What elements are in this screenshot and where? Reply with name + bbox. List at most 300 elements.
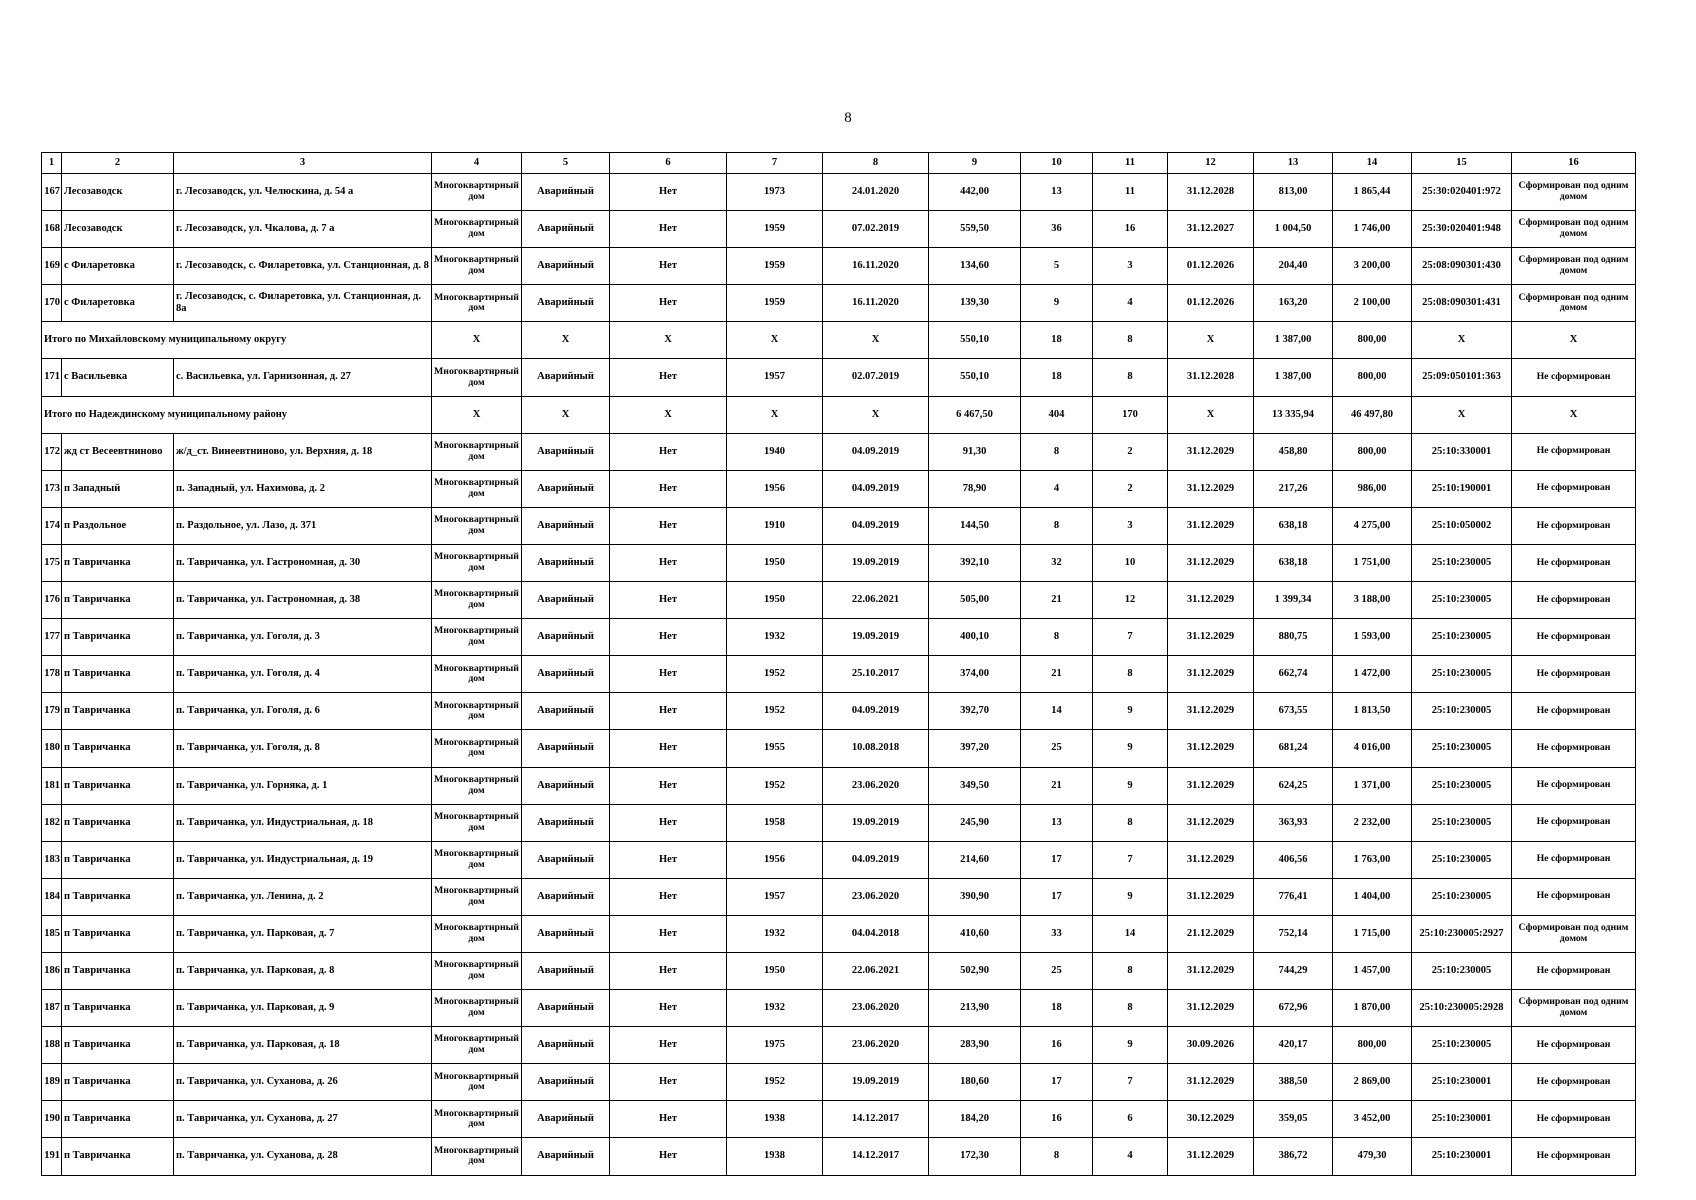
table-cell-col-9: 213,90 (929, 990, 1021, 1027)
table-cell-col-6: Нет (610, 507, 727, 544)
table-cell-col-12: 31.12.2029 (1168, 582, 1254, 619)
table-cell-col-8: 19.09.2019 (823, 619, 929, 656)
table-cell-col-13: 681,24 (1254, 730, 1333, 767)
table-cell-col-13: 217,26 (1254, 470, 1333, 507)
table-cell-col-6: Нет (610, 1101, 727, 1138)
table-cell-col-9: 134,60 (929, 248, 1021, 285)
table-row (42, 470, 1636, 507)
table-cell-col-7: 1958 (727, 804, 823, 841)
table-cell-col-12: 31.12.2029 (1168, 878, 1254, 915)
table-cell-col-14: 479,30 (1333, 1138, 1412, 1175)
column-header-13: 13 (1254, 153, 1333, 174)
total-cell: 170 (1093, 396, 1168, 433)
table-cell-col-4: Многоквартирный дом (432, 174, 522, 211)
table-cell-col-16: Не сформирован (1512, 841, 1636, 878)
table-cell-col-3: п. Тавричанка, ул. Ленина, д. 2 (174, 878, 432, 915)
table-cell-col-7: 1950 (727, 544, 823, 581)
column-header-14: 14 (1333, 153, 1412, 174)
table-cell-col-3: п. Тавричанка, ул. Гоголя, д. 3 (174, 619, 432, 656)
table-row (42, 359, 1636, 396)
table-cell-col-2: п Тавричанка (62, 730, 174, 767)
table-cell-col-16: Сформирован под одним домом (1512, 211, 1636, 248)
table-cell-col-15: 25:10:230005 (1412, 693, 1512, 730)
table-cell-col-7: 1950 (727, 952, 823, 989)
table-cell-col-8: 16.11.2020 (823, 285, 929, 322)
table-cell-col-7: 1910 (727, 507, 823, 544)
table-cell-col-8: 04.09.2019 (823, 841, 929, 878)
table-cell-col-11: 8 (1093, 359, 1168, 396)
table-cell-col-10: 8 (1021, 619, 1093, 656)
table-cell-col-11: 8 (1093, 990, 1168, 1027)
table-cell-col-7: 1956 (727, 470, 823, 507)
table-cell-col-8: 04.09.2019 (823, 507, 929, 544)
table-cell-col-11: 12 (1093, 582, 1168, 619)
table-cell-col-6: Нет (610, 1138, 727, 1175)
table-cell-col-3: п. Раздольное, ул. Лазо, д. 371 (174, 507, 432, 544)
table-cell-col-13: 638,18 (1254, 544, 1333, 581)
table-cell-col-2: Лесозаводск (62, 174, 174, 211)
table-cell-col-16: Не сформирован (1512, 359, 1636, 396)
table-cell-col-13: 813,00 (1254, 174, 1333, 211)
registry-table (41, 152, 1636, 1176)
table-cell-col-5: Аварийный (522, 693, 610, 730)
table-cell-col-5: Аварийный (522, 211, 610, 248)
table-cell-col-7: 1932 (727, 915, 823, 952)
table-cell-col-16: Не сформирован (1512, 730, 1636, 767)
table-cell-col-9: 410,60 (929, 915, 1021, 952)
table-cell-col-15: 25:10:230005:2927 (1412, 915, 1512, 952)
table-cell-col-8: 04.09.2019 (823, 470, 929, 507)
table-cell-col-9: 400,10 (929, 619, 1021, 656)
table-cell-col-11: 6 (1093, 1101, 1168, 1138)
table-cell-col-6: Нет (610, 841, 727, 878)
total-cell: 550,10 (929, 322, 1021, 359)
table-cell-col-10: 17 (1021, 1064, 1093, 1101)
table-cell-col-13: 673,55 (1254, 693, 1333, 730)
table-cell-col-15: 25:10:230001 (1412, 1138, 1512, 1175)
table-cell-col-12: 31.12.2027 (1168, 211, 1254, 248)
table-cell-col-1: 184 (42, 878, 62, 915)
table-row (42, 693, 1636, 730)
table-cell-col-16: Не сформирован (1512, 1027, 1636, 1064)
table-cell-col-15: 25:10:230005 (1412, 730, 1512, 767)
table-cell-col-14: 3 188,00 (1333, 582, 1412, 619)
table-cell-col-2: п Тавричанка (62, 656, 174, 693)
total-cell: 1 387,00 (1254, 322, 1333, 359)
column-header-4: 4 (432, 153, 522, 174)
table-cell-col-9: 390,90 (929, 878, 1021, 915)
table-cell-col-11: 7 (1093, 619, 1168, 656)
table-cell-col-14: 1 472,00 (1333, 656, 1412, 693)
table-cell-col-9: 144,50 (929, 507, 1021, 544)
table-cell-col-8: 22.06.2021 (823, 952, 929, 989)
table-row (42, 619, 1636, 656)
table-cell-col-4: Многоквартирный дом (432, 359, 522, 396)
table-cell-col-7: 1940 (727, 433, 823, 470)
table-cell-col-13: 363,93 (1254, 804, 1333, 841)
table-cell-col-4: Многоквартирный дом (432, 1101, 522, 1138)
table-cell-col-6: Нет (610, 433, 727, 470)
table-cell-col-2: п Тавричанка (62, 767, 174, 804)
table-cell-col-7: 1957 (727, 359, 823, 396)
table-cell-col-1: 167 (42, 174, 62, 211)
table-cell-col-3: г. Лесозаводск, с. Филаретовка, ул. Станционная, д. 8а (174, 285, 432, 322)
table-cell-col-16: Сформирован под одним домом (1512, 990, 1636, 1027)
table-cell-col-15: 25:10:230005:2928 (1412, 990, 1512, 1027)
table-cell-col-5: Аварийный (522, 359, 610, 396)
table-cell-col-1: 177 (42, 619, 62, 656)
table-cell-col-4: Многоквартирный дом (432, 693, 522, 730)
table-cell-col-3: п. Тавричанка, ул. Гоголя, д. 8 (174, 730, 432, 767)
table-cell-col-8: 24.01.2020 (823, 174, 929, 211)
total-row (42, 322, 1636, 359)
table-cell-col-1: 169 (42, 248, 62, 285)
total-cell: 46 497,80 (1333, 396, 1412, 433)
table-cell-col-11: 8 (1093, 952, 1168, 989)
table-cell-col-5: Аварийный (522, 990, 610, 1027)
table-cell-col-15: 25:10:230005 (1412, 582, 1512, 619)
table-cell-col-11: 4 (1093, 1138, 1168, 1175)
table-cell-col-12: 31.12.2029 (1168, 730, 1254, 767)
table-cell-col-5: Аварийный (522, 1138, 610, 1175)
column-header-3: 3 (174, 153, 432, 174)
table-cell-col-9: 180,60 (929, 1064, 1021, 1101)
table-cell-col-14: 2 100,00 (1333, 285, 1412, 322)
table-cell-col-3: п. Тавричанка, ул. Горняка, д. 1 (174, 767, 432, 804)
table-cell-col-10: 21 (1021, 582, 1093, 619)
column-header-12: 12 (1168, 153, 1254, 174)
table-cell-col-14: 800,00 (1333, 359, 1412, 396)
table-cell-col-5: Аварийный (522, 656, 610, 693)
table-cell-col-10: 13 (1021, 804, 1093, 841)
table-cell-col-6: Нет (610, 990, 727, 1027)
table-cell-col-1: 182 (42, 804, 62, 841)
table-cell-col-15: 25:08:090301:431 (1412, 285, 1512, 322)
table-cell-col-6: Нет (610, 878, 727, 915)
table-cell-col-10: 14 (1021, 693, 1093, 730)
table-cell-col-12: 31.12.2029 (1168, 507, 1254, 544)
table-cell-col-3: п. Западный, ул. Нахимова, д. 2 (174, 470, 432, 507)
table-cell-col-5: Аварийный (522, 1101, 610, 1138)
table-cell-col-4: Многоквартирный дом (432, 619, 522, 656)
table-cell-col-12: 30.09.2026 (1168, 1027, 1254, 1064)
table-cell-col-2: п Тавричанка (62, 878, 174, 915)
table-cell-col-16: Не сформирован (1512, 1138, 1636, 1175)
table-cell-col-10: 8 (1021, 433, 1093, 470)
table-cell-col-2: Лесозаводск (62, 211, 174, 248)
total-cell: 18 (1021, 322, 1093, 359)
table-cell-col-10: 33 (1021, 915, 1093, 952)
table-cell-col-10: 25 (1021, 952, 1093, 989)
table-cell-col-12: 01.12.2026 (1168, 285, 1254, 322)
page-number: 8 (844, 110, 852, 126)
table-cell-col-2: п Тавричанка (62, 693, 174, 730)
table-cell-col-16: Сформирован под одним домом (1512, 285, 1636, 322)
table-cell-col-2: с Филаретовка (62, 248, 174, 285)
total-cell: Х (1412, 322, 1512, 359)
table-cell-col-9: 172,30 (929, 1138, 1021, 1175)
table-cell-col-7: 1975 (727, 1027, 823, 1064)
table-cell-col-3: г. Лесозаводск, ул. Челюскина, д. 54 а (174, 174, 432, 211)
table-cell-col-13: 752,14 (1254, 915, 1333, 952)
table-cell-col-12: 30.12.2029 (1168, 1101, 1254, 1138)
total-cell: Х (432, 396, 522, 433)
table-cell-col-7: 1952 (727, 656, 823, 693)
table-cell-col-11: 8 (1093, 804, 1168, 841)
column-header-15: 15 (1412, 153, 1512, 174)
table-cell-col-12: 31.12.2029 (1168, 952, 1254, 989)
table-cell-col-5: Аварийный (522, 878, 610, 915)
table-cell-col-13: 204,40 (1254, 248, 1333, 285)
total-cell: Х (727, 322, 823, 359)
table-row (42, 582, 1636, 619)
table-cell-col-15: 25:10:230005 (1412, 804, 1512, 841)
table-cell-col-10: 18 (1021, 359, 1093, 396)
total-label: Итого по Михайловскому муниципальному округу (42, 322, 432, 359)
table-cell-col-16: Не сформирован (1512, 804, 1636, 841)
table-cell-col-14: 1 457,00 (1333, 952, 1412, 989)
table-cell-col-15: 25:10:230005 (1412, 878, 1512, 915)
table-cell-col-8: 23.06.2020 (823, 1027, 929, 1064)
total-cell: Х (1168, 322, 1254, 359)
table-cell-col-6: Нет (610, 285, 727, 322)
table-cell-col-16: Сформирован под одним домом (1512, 174, 1636, 211)
table-cell-col-13: 880,75 (1254, 619, 1333, 656)
table-cell-col-15: 25:30:020401:972 (1412, 174, 1512, 211)
table-cell-col-4: Многоквартирный дом (432, 211, 522, 248)
table-cell-col-4: Многоквартирный дом (432, 582, 522, 619)
table-cell-col-16: Не сформирован (1512, 1101, 1636, 1138)
table-cell-col-8: 23.06.2020 (823, 767, 929, 804)
table-cell-col-1: 171 (42, 359, 62, 396)
table-cell-col-13: 624,25 (1254, 767, 1333, 804)
table-cell-col-9: 283,90 (929, 1027, 1021, 1064)
table-cell-col-4: Многоквартирный дом (432, 544, 522, 581)
total-cell: 8 (1093, 322, 1168, 359)
table-row (42, 1064, 1636, 1101)
table-cell-col-14: 2 869,00 (1333, 1064, 1412, 1101)
table-cell-col-5: Аварийный (522, 767, 610, 804)
table-cell-col-9: 91,30 (929, 433, 1021, 470)
table-body (42, 153, 1636, 1176)
table-cell-col-14: 986,00 (1333, 470, 1412, 507)
table-cell-col-2: п Тавричанка (62, 1138, 174, 1175)
total-cell: 13 335,94 (1254, 396, 1333, 433)
table-cell-col-8: 23.06.2020 (823, 878, 929, 915)
total-cell: Х (1512, 396, 1636, 433)
table-cell-col-6: Нет (610, 174, 727, 211)
table-cell-col-11: 9 (1093, 730, 1168, 767)
table-cell-col-10: 18 (1021, 990, 1093, 1027)
table-row (42, 767, 1636, 804)
table-cell-col-11: 2 (1093, 470, 1168, 507)
total-cell: Х (1412, 396, 1512, 433)
table-cell-col-8: 10.08.2018 (823, 730, 929, 767)
table-cell-col-14: 1 371,00 (1333, 767, 1412, 804)
table-row (42, 433, 1636, 470)
table-cell-col-9: 502,90 (929, 952, 1021, 989)
table-cell-col-9: 245,90 (929, 804, 1021, 841)
table-cell-col-4: Многоквартирный дом (432, 285, 522, 322)
table-cell-col-3: п. Тавричанка, ул. Суханова, д. 26 (174, 1064, 432, 1101)
table-cell-col-16: Не сформирован (1512, 693, 1636, 730)
table-cell-col-8: 19.09.2019 (823, 544, 929, 581)
table-cell-col-8: 04.09.2019 (823, 433, 929, 470)
table-cell-col-16: Не сформирован (1512, 656, 1636, 693)
table-row (42, 1101, 1636, 1138)
table-cell-col-13: 163,20 (1254, 285, 1333, 322)
table-cell-col-12: 31.12.2029 (1168, 804, 1254, 841)
column-header-7: 7 (727, 153, 823, 174)
table-cell-col-15: 25:10:230005 (1412, 1027, 1512, 1064)
table-cell-col-14: 2 232,00 (1333, 804, 1412, 841)
total-cell: Х (610, 322, 727, 359)
table-row (42, 211, 1636, 248)
table-row (42, 656, 1636, 693)
table-cell-col-2: п Тавричанка (62, 915, 174, 952)
table-cell-col-1: 168 (42, 211, 62, 248)
column-header-16: 16 (1512, 153, 1636, 174)
table-cell-col-16: Не сформирован (1512, 619, 1636, 656)
table-cell-col-6: Нет (610, 915, 727, 952)
table-cell-col-14: 4 275,00 (1333, 507, 1412, 544)
table-cell-col-11: 9 (1093, 767, 1168, 804)
table-cell-col-11: 9 (1093, 1027, 1168, 1064)
table-cell-col-1: 175 (42, 544, 62, 581)
table-cell-col-10: 16 (1021, 1027, 1093, 1064)
table-cell-col-3: с. Васильевка, ул. Гарнизонная, д. 27 (174, 359, 432, 396)
table-cell-col-3: ж/д_ст. Винеевтниново, ул. Верхняя, д. 18 (174, 433, 432, 470)
table-cell-col-4: Многоквартирный дом (432, 1027, 522, 1064)
table-cell-col-1: 172 (42, 433, 62, 470)
table-cell-col-6: Нет (610, 544, 727, 581)
table-cell-col-10: 21 (1021, 656, 1093, 693)
table-cell-col-12: 21.12.2029 (1168, 915, 1254, 952)
table-cell-col-8: 14.12.2017 (823, 1138, 929, 1175)
column-header-6: 6 (610, 153, 727, 174)
table-cell-col-5: Аварийный (522, 248, 610, 285)
table-cell-col-10: 9 (1021, 285, 1093, 322)
table-cell-col-6: Нет (610, 470, 727, 507)
table-cell-col-7: 1932 (727, 619, 823, 656)
table-cell-col-9: 550,10 (929, 359, 1021, 396)
table-cell-col-5: Аварийный (522, 1064, 610, 1101)
table-cell-col-6: Нет (610, 656, 727, 693)
table-cell-col-8: 25.10.2017 (823, 656, 929, 693)
table-cell-col-14: 1 746,00 (1333, 211, 1412, 248)
table-cell-col-7: 1938 (727, 1138, 823, 1175)
table-cell-col-13: 672,96 (1254, 990, 1333, 1027)
table-cell-col-16: Не сформирован (1512, 952, 1636, 989)
table-cell-col-2: п Раздольное (62, 507, 174, 544)
table-cell-col-13: 386,72 (1254, 1138, 1333, 1175)
table-cell-col-6: Нет (610, 804, 727, 841)
table-cell-col-12: 01.12.2026 (1168, 248, 1254, 285)
table-cell-col-6: Нет (610, 1064, 727, 1101)
header-row (42, 153, 1636, 174)
table-cell-col-11: 7 (1093, 1064, 1168, 1101)
table-cell-col-12: 31.12.2029 (1168, 619, 1254, 656)
table-cell-col-11: 7 (1093, 841, 1168, 878)
table-cell-col-15: 25:10:230005 (1412, 544, 1512, 581)
table-cell-col-6: Нет (610, 1027, 727, 1064)
table-cell-col-7: 1959 (727, 285, 823, 322)
table-cell-col-3: п. Тавричанка, ул. Парковая, д. 8 (174, 952, 432, 989)
table-cell-col-3: п. Тавричанка, ул. Суханова, д. 27 (174, 1101, 432, 1138)
table-cell-col-14: 800,00 (1333, 1027, 1412, 1064)
table-cell-col-16: Сформирован под одним домом (1512, 915, 1636, 952)
table-cell-col-16: Не сформирован (1512, 470, 1636, 507)
table-cell-col-10: 8 (1021, 507, 1093, 544)
table-cell-col-10: 17 (1021, 841, 1093, 878)
table-cell-col-6: Нет (610, 952, 727, 989)
column-header-1: 1 (42, 153, 62, 174)
table-cell-col-7: 1938 (727, 1101, 823, 1138)
table-cell-col-12: 31.12.2029 (1168, 1064, 1254, 1101)
table-cell-col-13: 420,17 (1254, 1027, 1333, 1064)
table-cell-col-4: Многоквартирный дом (432, 1064, 522, 1101)
table-cell-col-8: 19.09.2019 (823, 1064, 929, 1101)
total-row (42, 396, 1636, 433)
total-cell: Х (1168, 396, 1254, 433)
table-cell-col-2: п Тавричанка (62, 1027, 174, 1064)
table-cell-col-6: Нет (610, 211, 727, 248)
table-cell-col-4: Многоквартирный дом (432, 248, 522, 285)
table-cell-col-9: 392,10 (929, 544, 1021, 581)
table-cell-col-15: 25:10:230005 (1412, 767, 1512, 804)
table-cell-col-9: 374,00 (929, 656, 1021, 693)
table-cell-col-4: Многоквартирный дом (432, 656, 522, 693)
table-cell-col-9: 442,00 (929, 174, 1021, 211)
table-row (42, 1138, 1636, 1175)
table-cell-col-15: 25:10:230005 (1412, 656, 1512, 693)
table-cell-col-1: 191 (42, 1138, 62, 1175)
table-cell-col-12: 31.12.2029 (1168, 693, 1254, 730)
table-cell-col-5: Аварийный (522, 470, 610, 507)
table-cell-col-15: 25:10:230005 (1412, 841, 1512, 878)
table-cell-col-16: Не сформирован (1512, 544, 1636, 581)
table-cell-col-3: п. Тавричанка, ул. Парковая, д. 7 (174, 915, 432, 952)
table-cell-col-5: Аварийный (522, 730, 610, 767)
table-cell-col-11: 10 (1093, 544, 1168, 581)
total-cell: 404 (1021, 396, 1093, 433)
table-cell-col-14: 1 715,00 (1333, 915, 1412, 952)
table-cell-col-6: Нет (610, 767, 727, 804)
table-cell-col-8: 22.06.2021 (823, 582, 929, 619)
table-cell-col-3: п. Тавричанка, ул. Гастрономная, д. 30 (174, 544, 432, 581)
table-cell-col-5: Аварийный (522, 174, 610, 211)
table-cell-col-11: 2 (1093, 433, 1168, 470)
table-cell-col-15: 25:10:230001 (1412, 1101, 1512, 1138)
table-cell-col-6: Нет (610, 619, 727, 656)
table-cell-col-4: Многоквартирный дом (432, 841, 522, 878)
table-cell-col-7: 1952 (727, 767, 823, 804)
table-cell-col-1: 176 (42, 582, 62, 619)
column-header-9: 9 (929, 153, 1021, 174)
total-cell: Х (522, 322, 610, 359)
table-cell-col-2: с Васильевка (62, 359, 174, 396)
table-cell-col-16: Не сформирован (1512, 582, 1636, 619)
table-row (42, 730, 1636, 767)
table-cell-col-6: Нет (610, 582, 727, 619)
table-cell-col-8: 02.07.2019 (823, 359, 929, 396)
table-row (42, 174, 1636, 211)
table-cell-col-12: 31.12.2029 (1168, 1138, 1254, 1175)
table-cell-col-3: п. Тавричанка, ул. Парковая, д. 18 (174, 1027, 432, 1064)
table-cell-col-1: 183 (42, 841, 62, 878)
column-header-8: 8 (823, 153, 929, 174)
table-cell-col-2: п Тавричанка (62, 1101, 174, 1138)
